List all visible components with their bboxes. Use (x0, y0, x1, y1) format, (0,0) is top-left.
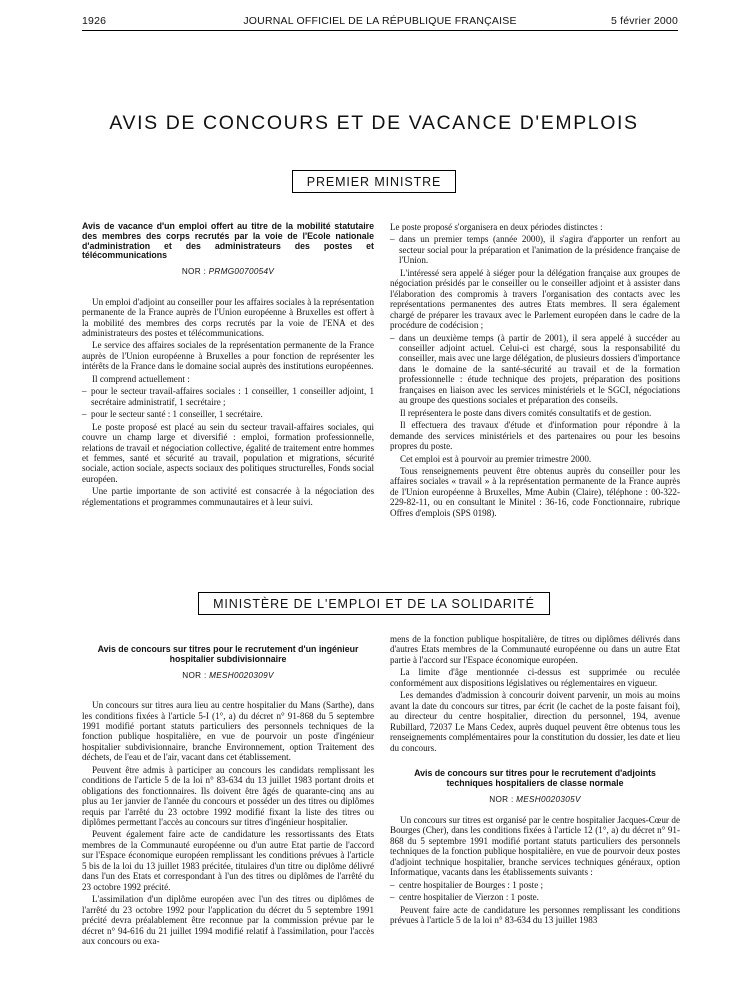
list-item: – dans un premier temps (année 2000), il s'agira d'apporter un renfort au secteur social pour la préparation et l'animation de la présidence française de l'Union. (390, 234, 680, 266)
ministry-box-emploi (0, 592, 748, 615)
ministry-box-premier (0, 170, 748, 193)
issue-date: 5 février 2000 (610, 15, 678, 27)
notice-title: Avis de concours sur titres pour le recrutement d'adjoints techniques hospitaliers de classe normale (414, 767, 656, 788)
ministry-title: MINISTÈRE DE L'EMPLOI ET DE LA SOLIDARITÉ (198, 592, 550, 615)
paragraph: Cet emploi est à pourvoir au premier trimestre 2000. (400, 453, 592, 464)
paragraph: Les demandes d'admission à concourir doivent parvenir, un mois au moins avant la date du concours sur titres, par écrit (le cachet de la poste faisant foi), au directeur du centre hospitalier, direction du personnel, 194, avenue Rubillard, 72037 Le Mans Cedex, auprès duquel peuvent être obtenus tous les renseignements complémentaires pour la constitution du dossier, les date et lieu du concours. (390, 690, 680, 753)
s1-right-column (390, 222, 680, 520)
paragraph: L'intéressé sera appelé à siéger pour la délégation française aux groupes de négociation présidés par le conseiller ou le conseiller adjoint et à assister dans l'élaboration des compromis à travers l'organisation des contacts avec les représentations permanentes des autres Etats membres. Il sera également chargé de préparer les travaux avec le Parlement européen dans le cadre de la procédure de codécision ; (390, 267, 680, 331)
paragraph: Il comprend actuellement : (92, 373, 190, 384)
paragraph: Un emploi d'adjoint au conseiller pour les affaires sociales à la représentation permanente de la France auprès de l'Union européenne à Bruxelles est offert à la mobilité des membres des corps recrutés par la voie de l'ENA et des administrateurs des postes et télécommunications. (82, 296, 374, 338)
s2-right-column (390, 634, 680, 928)
page-number: 1926 (82, 15, 107, 27)
paragraph: Le poste proposé s'organisera en deux périodes distinctes : (390, 222, 603, 232)
paragraph: Peuvent être admis à participer au concours les candidats remplissant les conditions de l'article 5 de la loi n° 83-634 du 13 juillet 1983 portant droits et obligations des fonctionnaires. Ils doivent être âgés de quarante-cinq ans au plus au 1er janvier de l'année du concours et posséder un des titres ou diplômes requis par l'arrêté du 23 octobre 1992 modifié fixant la liste des titres ou diplômes permettant l'accès au concours sur titres d'ingénieur hospitalier. (82, 764, 374, 828)
paragraph: Il représentera le poste dans divers comités consultatifs et de gestion. (400, 407, 652, 418)
paragraph: Peuvent faire acte de candidature les personnes remplissant les conditions prévues à l'article 5 de la loi n° 83-634 du 13 juillet 1983 (390, 904, 680, 926)
nor-reference: NOR : MESH0020309V (182, 670, 274, 680)
header-rule (82, 30, 678, 31)
nor-reference: NOR : MESH0020305V (489, 794, 581, 804)
list-item: – centre hospitalier de Bourges : 1 poste ; (390, 879, 544, 890)
list-item: – pour le secteur santé : 1 conseiller, 1 secrétaire. (82, 409, 263, 420)
list-item: – pour le secteur travail-affaires sociales : 1 conseiller, 1 conseiller adjoint, 1 secrétaire administratif, 1 secrétaire ; (82, 386, 374, 407)
paragraph: Une partie importante de son activité est consacrée à la négociation des réglementations et programmes communautaires et à leur suivi. (82, 486, 374, 507)
paragraph: Le service des affaires sociales de la représentation permanente de la France auprès de l'Union européenne à Bruxelles a pour fonction de représenter les intérêts de la France dans le domaine social auprès des institutions européennes. (82, 340, 374, 372)
ministry-title: PREMIER MINISTRE (292, 170, 457, 193)
paragraph: mens de la fonction publique hospitalière, de titres ou diplômes délivrés dans d'autres Etats membres de la Communauté européenne ou dans un autre Etat partie à l'accord sur l'Espace économique européen. (390, 634, 680, 665)
list-item: – centre hospitalier de Vierzon : 1 poste. (390, 892, 539, 903)
paragraph: Il effectuera des travaux d'étude et d'information pour répondre à la demande des services ministériels et des partenaires ou pour les besoins propres du poste. (390, 420, 680, 452)
s1-left-column (82, 222, 374, 509)
paragraph: Peuvent également faire acte de candidature les ressortissants des Etats membres de la Communauté européenne ou d'un autre Etat partie de l'accord sur l'Espace économique européen remplissant les conditions prévues à l'article 5 bis de la loi du 13 juillet 1983 précitée, titulaires d'un titre ou diplôme délivré dans l'un des Etats et correspondant à l'un des titres ou diplômes de l'arrêté du 23 octobre 1992 précité. (82, 829, 374, 892)
notice-title: Avis de vacance d'un emploi offert au titre de la mobilité statutaire des membres des corps recrutés par la voie de l'Ecole nationale d'administration et des administrateurs des postes et télécommunications (82, 221, 374, 261)
paragraph: L'assimilation d'un diplôme européen avec l'un des titres ou diplômes de l'arrêté du 23 octobre 1992 pour l'application du décret du 5 septembre 1991 précité devra préalablement être reconnue par la commission prévue par le décret n° 94-616 du 21 juillet 1994 modifié relatif à l'assimilation, pour l'accès aux concours ou exa- (82, 894, 374, 947)
notice-title: Avis de concours sur titres pour le recrutement d'un ingénieur hospitalier subdivisionnaire (97, 644, 359, 664)
nor-reference: NOR : PRMG0070054V (181, 267, 275, 277)
list-item: – dans un deuxième temps (à partir de 2001), il sera appelé à succéder au conseiller adjoint actuel. Celui-ci est chargé, sous la responsabilité du conseiller, mais avec une large délégation, de plusieurs dossiers d'importance dans le domaine de la santé-sécurité au travail et de la formation professionnelle : étude technique des projets, préparation des positions françaises en liaison avec les services ministériels et le SGCI, négociations au groupe des questions sociales et préparation des conseils. (390, 332, 680, 406)
paragraph: La limite d'âge mentionnée ci-dessus est supprimée ou reculée conformément aux dispositions législatives ou réglementaires en vigueur. (390, 667, 680, 688)
paragraph: Un concours sur titres aura lieu au centre hospitalier du Mans (Sarthe), dans les conditions fixées à l'article 5-I (1°, a) du décret n° 91-868 du 5 septembre 1991 modifié portant statuts particuliers des personnels techniques de la fonction publique hospitalière, en vue de pourvoir un poste d'ingénieur hospitalier subdivisionnaire, branche Environnement, option Traitement des déchets, de l'eau et de l'air, vacant dans cet établissement. (82, 700, 374, 763)
s2-left-column (82, 645, 374, 948)
running-header (82, 12, 678, 30)
paragraph: Tous renseignements peuvent être obtenus auprès du conseiller pour les affaires sociales « travail » à la représentation permanente de la France auprès de l'Union européenne à Bruxelles, Mme Aubin (Claire), téléphone : 00-322-229-82-11, ou en consultant le Minitel : 36-16, code Fonctionnaire, rubrique Offres d'emplois (SPS 0198). (390, 465, 680, 518)
paragraph: Un concours sur titres est organisé par le centre hospitalier Jacques-Cœur de Bourges (Cher), dans les conditions fixées à l'article 12 (1°, a) du décret n° 91-868 du 5 septembre 1991 modifié portant statuts particuliers des personnels techniques de la fonction publique hospitalière, en vue de pourvoir deux postes d'adjoint technique hospitalier, branche services techniques généraux, option Informatique, vacants dans les établissements suivants : (390, 815, 680, 878)
paragraph: Le poste proposé est placé au sein du secteur travail-affaires sociales, qui couvre un champ large et diversifié : emploi, formation professionnelle, relations de travail et négociation collective, égalité de traitement entre hommes et femmes, santé et sécurité au travail, population et migrations, sécurité sociale, action sociale, aspects sociaux des politiques structurelles, Fonds social européen. (82, 421, 374, 484)
main-title: AVIS DE CONCOURS ET DE VACANCE D'EMPLOIS (109, 112, 639, 134)
journal-title: JOURNAL OFFICIEL DE LA RÉPUBLIQUE FRANÇAISE (243, 15, 517, 27)
